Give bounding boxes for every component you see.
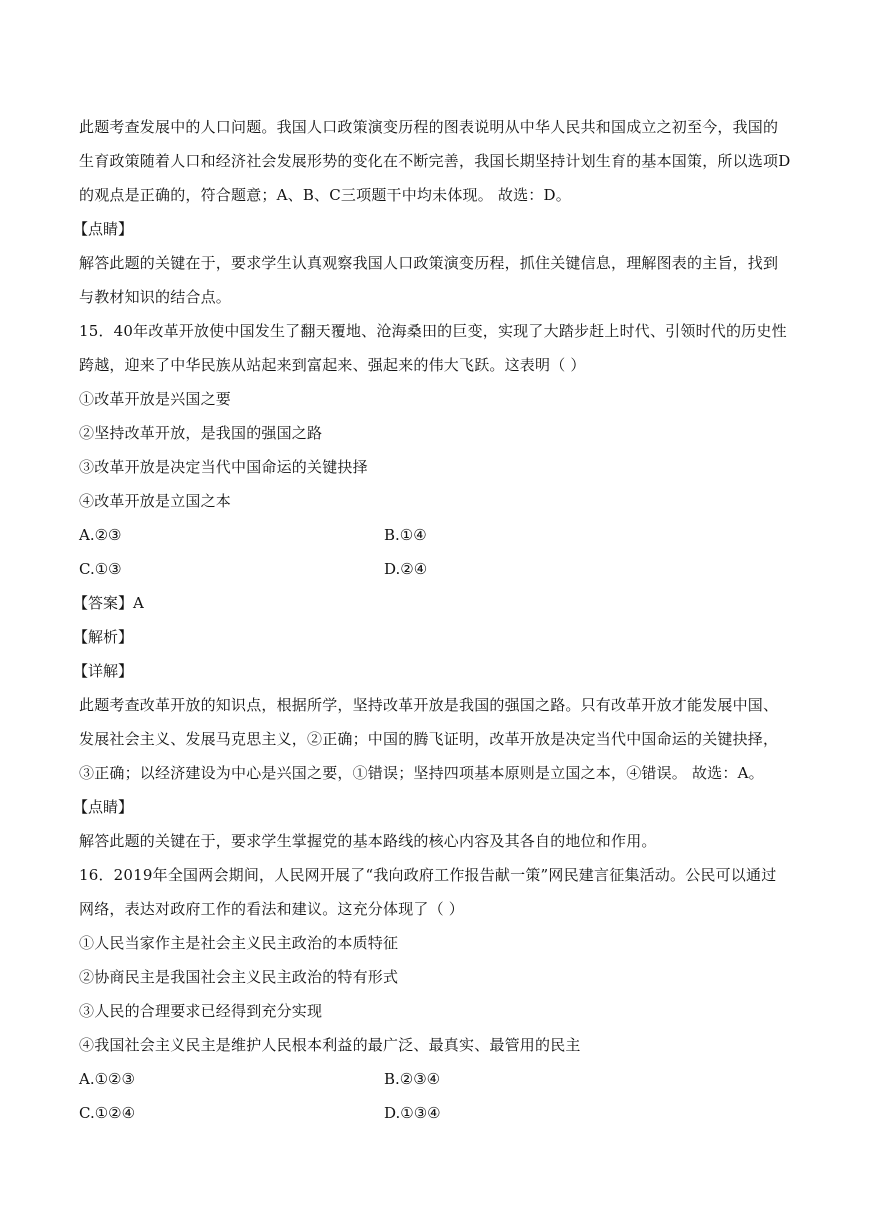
q15-stem-line-2: 跨越，迎来了中华民族从站起来到富起来、强起来的伟大飞跃。这表明（ ） xyxy=(79,356,586,374)
q16-statement-2: ②协商民主是我国社会主义民主政治的特有形式 xyxy=(79,968,399,986)
q15-answer: 【答案】A xyxy=(73,594,144,612)
q15-detail-line-2: 发展社会主义、发展马克思主义，②正确；中国的腾飞证明，改革开放是决定当代中国命运的关键抉择， xyxy=(79,730,779,748)
q15-tip-line: 解答此题的关键在于，要求学生掌握党的基本路线的核心内容及其各自的地位和作用。 xyxy=(79,832,657,850)
q15-option-d: D.②④ xyxy=(384,560,428,578)
q15-options-row-1 xyxy=(79,518,799,552)
q15-option-c: C.①③ xyxy=(79,560,122,578)
q16-statement-1: ①人民当家作主是社会主义民主政治的本质特征 xyxy=(79,934,399,952)
prev-tip-label: 【点睛】 xyxy=(73,220,134,238)
q15-statement-3: ③改革开放是决定当代中国命运的关键抉择 xyxy=(79,458,368,476)
q16-statement-3: ③人民的合理要求已经得到充分实现 xyxy=(79,1002,323,1020)
q16-options-row-1 xyxy=(79,1062,799,1096)
question-16 xyxy=(79,858,799,1130)
prev-explanation-line-3: 的观点是正确的，符合题意；A、B、C三项题干中均未体现。 故选：D。 xyxy=(79,186,571,204)
q16-option-c: C.①②④ xyxy=(79,1104,136,1122)
q15-stem-line-1: 15．40年改革开放使中国发生了翻天覆地、沧海桑田的巨变，实现了大踏步赶上时代、引领时代的历史性 xyxy=(79,322,787,340)
document-page xyxy=(73,110,799,1130)
q15-detail-line-1: 此题考查改革开放的知识点，根据所学，坚持改革开放是我国的强国之路。只有改革开放才能发展中国、 xyxy=(79,696,779,714)
q15-analysis-label: 【解析】 xyxy=(73,628,134,646)
q16-option-a: A.①②③ xyxy=(79,1070,135,1088)
prev-explanation-line-2: 生育政策随着人口和经济社会发展形势的变化在不断完善，我国长期坚持计划生育的基本国策，所以选项D xyxy=(79,152,791,170)
q15-statement-1: ①改革开放是兴国之要 xyxy=(79,390,232,408)
question-15 xyxy=(73,314,799,858)
q16-option-d: D.①③④ xyxy=(384,1104,441,1122)
q15-detail-label: 【详解】 xyxy=(73,662,134,680)
q16-stem-line-2: 网络，表达对政府工作的看法和建议。这充分体现了（ ） xyxy=(79,900,464,918)
prev-explanation xyxy=(73,110,799,314)
q16-option-b: B.②③④ xyxy=(384,1070,441,1088)
prev-tip-line-1: 解答此题的关键在于，要求学生认真观察我国人口政策演变历程，抓住关键信息，理解图表的主旨，找到 xyxy=(79,254,779,272)
q15-option-a: A.②③ xyxy=(79,526,122,544)
prev-tip-line-2: 与教材知识的结合点。 xyxy=(79,288,232,306)
prev-explanation-line-1: 此题考查发展中的人口问题。我国人口政策演变历程的图表说明从中华人民共和国成立之初至今，我国的 xyxy=(79,118,779,136)
q15-options-row-2 xyxy=(79,552,799,586)
q15-statement-4: ④改革开放是立国之本 xyxy=(79,492,232,510)
q15-tip-label: 【点睛】 xyxy=(73,798,134,816)
q15-option-b: B.①④ xyxy=(384,526,427,544)
q16-statement-4: ④我国社会主义民主是维护人民根本利益的最广泛、最真实、最管用的民主 xyxy=(79,1036,581,1054)
q15-detail-line-3: ③正确；以经济建设为中心是兴国之要，①错误；坚持四项基本原则是立国之本，④错误。 故选：A。 xyxy=(79,764,764,782)
q16-stem-line-1: 16．2019年全国两会期间，人民网开展了“我向政府工作报告献一策”网民建言征集活动。公民可以通过 xyxy=(79,866,777,884)
q15-statement-2: ②坚持改革开放，是我国的强国之路 xyxy=(79,424,323,442)
q16-options-row-2 xyxy=(79,1096,799,1130)
